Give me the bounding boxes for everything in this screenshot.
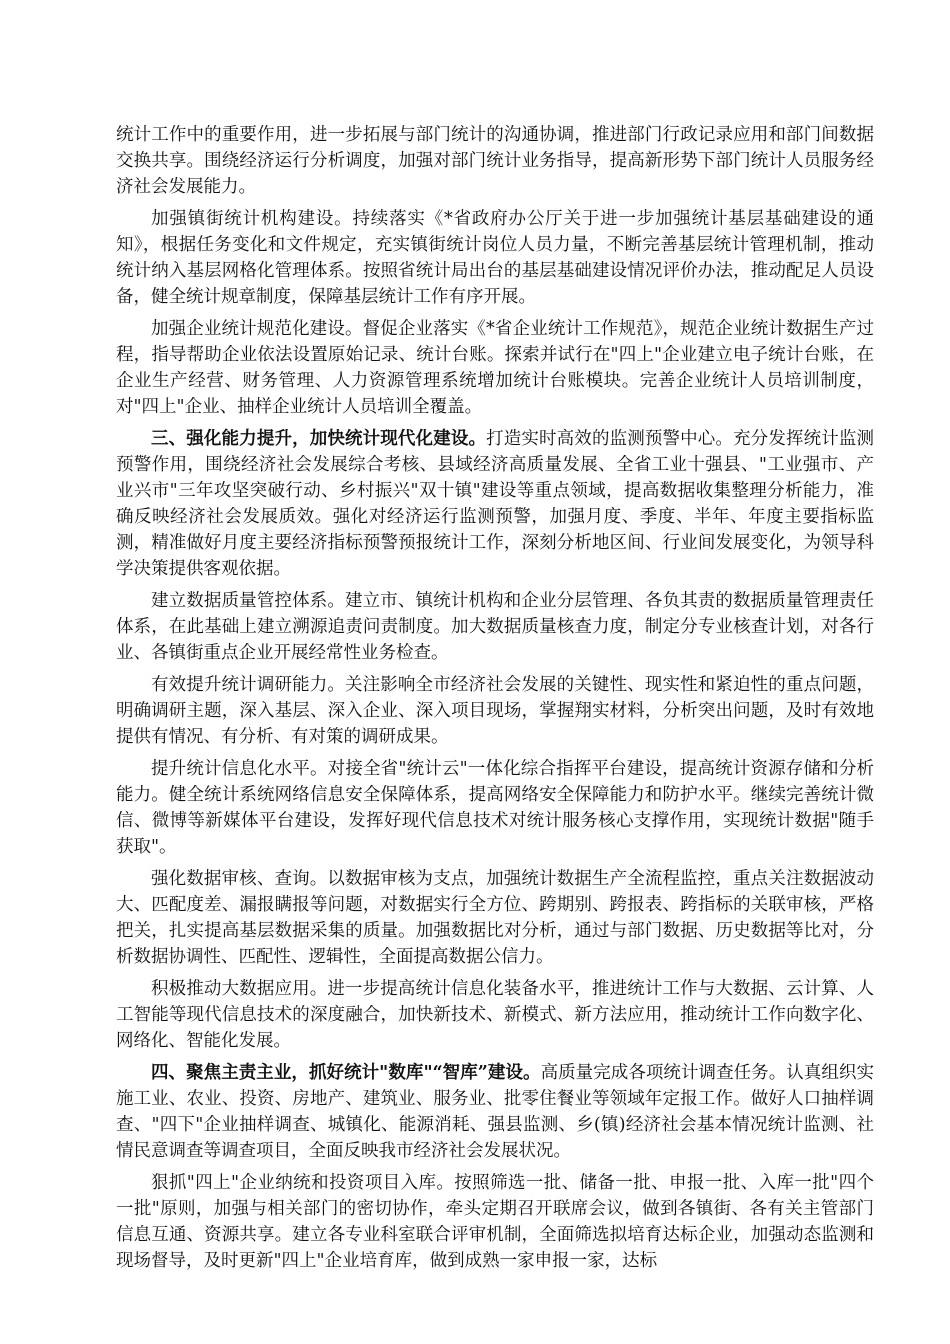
paragraph	[116, 976, 874, 1054]
paragraph-text: 高质量完成各项统计调查任务。认真组织实施工业、农业、投资、房地产、建筑业、服务业、批零住餐业等领域年定报工作。做好人口抽样调查、"四下"企业抽样调查、城镇化、能源消耗、强县监测、乡(镇)经济社会基本情况统计监测、社情民意调查等调查项目，全面反映我市经济社会发展状况。	[116, 1063, 874, 1161]
paragraph-text: 加强镇街统计机构建设。持续落实《*省政府办公厅关于进一步加强统计基层基础建设的通知》，根据任务变化和文件规定，充实镇街统计岗位人员力量，不断完善基层统计管理机制，推动统计纳入基层网格化管理体系。按照省统计局出台的基层基础建设情况评价办法，推动配足人员设备，健全统计规章制度，保障基层统计工作有序开展。	[116, 209, 874, 307]
paragraph	[116, 206, 874, 310]
paragraph-text: 提升统计信息化水平。对接全省"统计云"一体化综合指挥平台建设，提高统计资源存储和分析能力。健全统计系统网络信息安全保障体系，提高网络安全保障能力和防护水平。继续完善统计微信、微博等新媒体平台建设，发挥好现代信息技术对统计服务核心支撑作用，实现统计数据"随手获取"。	[116, 759, 874, 857]
document-body	[116, 122, 874, 1280]
paragraph-text: 加强企业统计规范化建设。督促企业落实《*省企业统计工作规范》，规范企业统计数据生产过程，指导帮助企业依法设置原始记录、统计台账。探索并试行在"四上"企业建立电子统计台账，在企业生产经营、财务管理、人力资源管理系统增加统计台账模块。完善企业统计人员培训制度，对"四上"企业、抽样企业统计人员培训全覆盖。	[116, 319, 874, 417]
paragraph-text: 狠抓"四上"企业纳统和投资项目入库。按照筛选一批、储备一批、申报一批、入库一批"四个一批"原则，加强与相关部门的密切协作，牵头定期召开联席会议，做到各镇街、各有关主管部门信息互通、资源共享。建立各专业科室联合评审机制，全面筛选拟培育达标企业，加强动态监测和现场督导，及时更新"四上"企业培育库，做到成熟一家申报一家，达标	[116, 1173, 874, 1271]
paragraph	[116, 672, 874, 750]
paragraph	[116, 316, 874, 420]
paragraph	[116, 1170, 874, 1274]
section-heading: 四、聚焦主责主业，抓好统计"数库"“智库”建设。	[151, 1063, 541, 1083]
paragraph-text: 统计工作中的重要作用，进一步拓展与部门统计的沟通协调，推进部门行政记录应用和部门间数据交换共享。围绕经济运行分析调度，加强对部门统计业务指导，提高新形势下部门统计人员服务经济社会发展能力。	[116, 125, 874, 197]
paragraph	[116, 122, 874, 200]
paragraph-text: 积极推动大数据应用。进一步提高统计信息化装备水平，推进统计工作与大数据、云计算、人工智能等现代信息技术的深度融合，加快新技术、新模式、新方法应用，推动统计工作向数字化、网络化、智能化发展。	[116, 979, 874, 1051]
paragraph-text: 打造实时高效的监测预警中心。充分发挥统计监测预警作用，围绕经济社会发展综合考核、县域经济高质量发展、全省工业十强县、"工业强市、产业兴市"三年攻坚突破行动、乡村振兴"双十镇"建设等重点领域，提高数据收集整理分析能力，准确反映经济社会发展质效。强化对经济运行监测预警，加强月度、季度、半年、年度主要指标监测，精准做好月度主要经济指标预警预报统计工作，深刻分析地区间、行业间发展变化，为领导科学决策提供客观依据。	[116, 429, 875, 579]
paragraph	[116, 756, 874, 860]
paragraph-text: 强化数据审核、查询。以数据审核为支点，加强统计数据生产全流程监控，重点关注数据波动大、匹配度差、漏报瞒报等问题，对数据实行全方位、跨期别、跨报表、跨指标的关联审核，严格把关，扎实提高基层数据采集的质量。加强数据比对分析，通过与部门数据、历史数据等比对，分析数据协调性、匹配性、逻辑性，全面提高数据公信力。	[116, 869, 874, 967]
section-heading-paragraph	[116, 426, 874, 582]
paragraph-text: 建立数据质量管控体系。建立市、镇统计机构和企业分层管理、各负其责的数据质量管理责任体系，在此基础上建立溯源追责问责制度。加大数据质量核查力度，制定分专业核查计划，对各行业、各镇街重点企业开展经常性业务检查。	[116, 591, 874, 663]
paragraph	[116, 588, 874, 666]
section-heading-paragraph	[116, 1060, 874, 1164]
paragraph	[116, 866, 874, 970]
section-heading: 三、强化能力提升，加快统计现代化建设。	[151, 429, 487, 449]
paragraph-text: 有效提升统计调研能力。关注影响全市经济社会发展的关键性、现实性和紧迫性的重点问题，明确调研主题，深入基层、深入企业、深入项目现场，掌握翔实材料，分析突出问题，及时有效地提供有情况、有分析、有对策的调研成果。	[116, 675, 874, 747]
